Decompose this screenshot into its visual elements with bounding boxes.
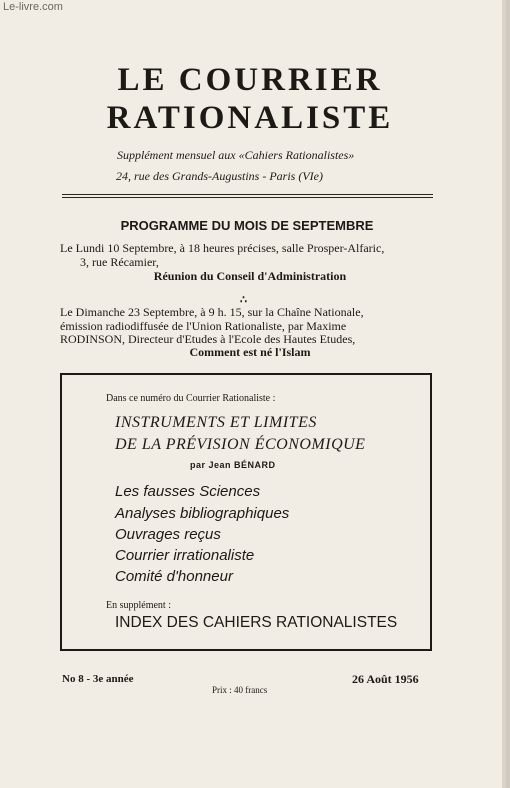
contents-item: Analyses bibliographiques	[115, 505, 290, 522]
contents-item: Les fausses Sciences	[115, 483, 261, 500]
issue-date: 26 Août 1956	[352, 672, 419, 686]
issue-number: No 8 - 3e année	[62, 673, 134, 685]
divider-top	[62, 194, 433, 195]
contents-item: Courrier irrationaliste	[115, 547, 255, 564]
event2-line2: émission radiodiffusée de l'Union Rationaliste, par Maxime	[60, 318, 347, 333]
event1-title: Réunion du Conseil d'Administration	[153, 269, 347, 283]
event2-line1: Le Dimanche 23 Septembre, à 9 h. 15, sur la Chaîne Nationale,	[60, 305, 364, 319]
masthead-title-line1: LE COURRIER	[117, 62, 383, 98]
separator-dots: ∴	[240, 294, 247, 306]
contents-item: Comité d'honneur	[115, 568, 233, 585]
contents-intro: Dans ce numéro du Courrier Rationaliste :	[106, 393, 276, 404]
masthead-address: 24, rue des Grands-Augustins - Paris (VIe)	[116, 169, 323, 183]
masthead-subtitle: Supplément mensuel aux «Cahiers Rationalistes»	[117, 148, 355, 162]
main-article-author: par Jean BÉNARD	[190, 460, 276, 470]
main-article-title-line1: INSTRUMENTS ET LIMITES	[115, 414, 317, 431]
supplement-title: INDEX DES CAHIERS RATIONALISTES	[115, 614, 398, 631]
event1-line1: Le Lundi 10 Septembre, à 18 heures précises, salle Prosper-Alfaric,	[60, 241, 385, 255]
program-heading: PROGRAMME DU MOIS DE SEPTEMBRE	[120, 218, 374, 233]
contents-box	[60, 373, 432, 651]
event2-title: Comment est né l'Islam	[189, 345, 311, 359]
supplement-label: En supplément :	[106, 600, 171, 611]
price: Prix : 40 francs	[212, 685, 268, 695]
event1-line2: 3, rue Récamier,	[80, 254, 159, 269]
divider-bottom	[62, 197, 433, 198]
masthead-title-line2: RATIONALISTE	[106, 100, 394, 136]
event1-description	[60, 242, 434, 269]
watermark: Le-livre.com	[3, 1, 63, 13]
event2-line3: RODINSON, Directeur d'Etudes à l'Ecole des Hautes Etudes,	[60, 332, 356, 346]
event2-description	[60, 306, 434, 347]
main-article-title-line2: DE LA PRÉVISION ÉCONOMIQUE	[115, 436, 366, 453]
contents-item: Ouvrages reçus	[115, 526, 221, 543]
